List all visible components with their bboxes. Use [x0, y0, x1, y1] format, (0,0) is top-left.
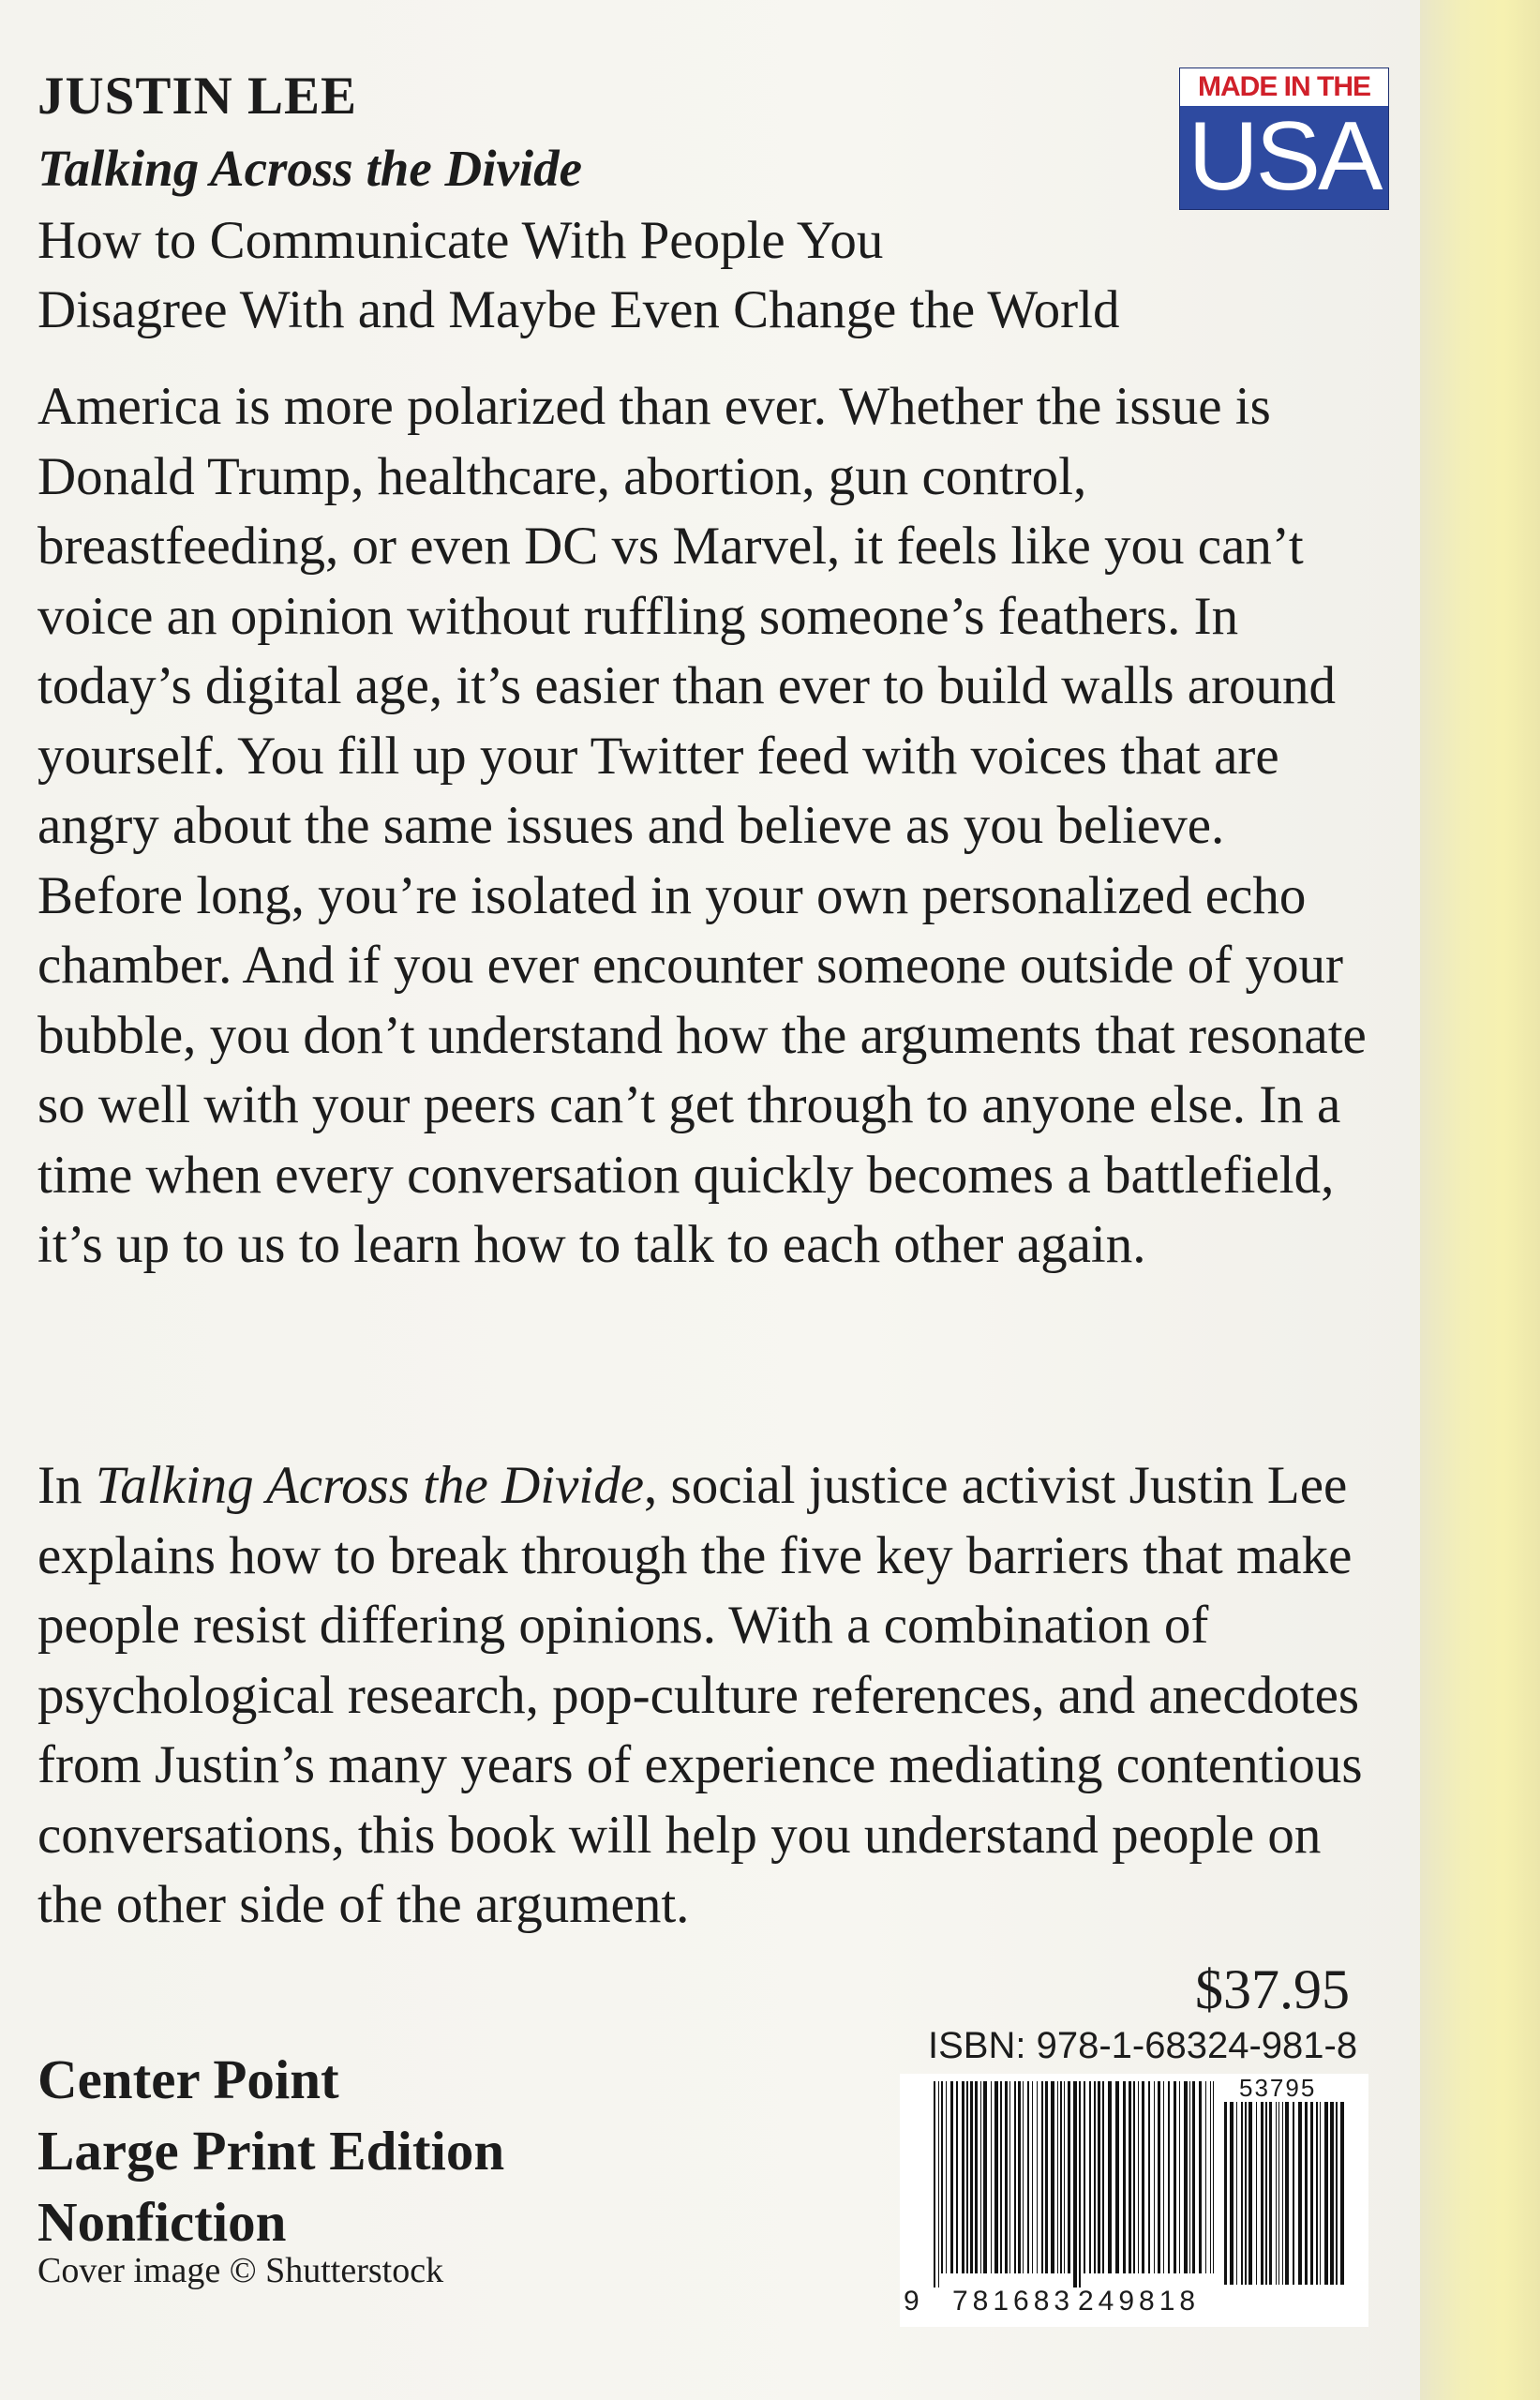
description-paragraph-1: America is more polarized than ever. Whether the issue is Donald Trump, healthcare, abortion, gun control, breastfeeding, or even DC vs Marvel, it feels like you can’t voice an opinion without ruffling someone’s feathers. In today’s digital age, it’s easier than ever to build walls around yourself. You fill up your Twitter feed with voices that are angry about the same issues and believe as you believe. Before long, you’re isolated in your own personalized echo chamber. And if you ever encounter someone outside of your bubble, you don’t understand how the arguments that resonate so well with your peers can’t get through to anyone else. In a time when every conversation quickly becomes a battlefield, it’s up to us to learn how to talk to each other again.	[37, 377, 1367, 1274]
barcode-bar	[1051, 2081, 1054, 2273]
barcode-bar	[1305, 2102, 1308, 2285]
paragraph-2-prefix: In	[37, 1456, 96, 1515]
barcode-bar	[1174, 2081, 1176, 2273]
barcode-bar	[1089, 2081, 1091, 2273]
barcode-bar	[1102, 2081, 1104, 2273]
barcode-bar	[1045, 2081, 1048, 2273]
book-subtitle	[37, 206, 1350, 345]
barcode-bar	[1108, 2081, 1112, 2273]
barcode-bar	[934, 2081, 935, 2288]
barcode-bar	[1098, 2081, 1100, 2273]
barcode-bar	[1133, 2081, 1135, 2273]
barcode-bar	[938, 2081, 939, 2288]
barcode-bar	[1298, 2102, 1302, 2285]
barcode-bar	[1199, 2081, 1202, 2273]
publisher-block	[37, 2044, 504, 2258]
barcode-bar	[1320, 2102, 1321, 2285]
barcode-bar	[1261, 2102, 1263, 2285]
cover-image-credit: Cover image © Shutterstock	[37, 2251, 444, 2290]
barcode-bar	[1213, 2081, 1214, 2273]
barcode-bar	[950, 2081, 953, 2273]
barcode-bar	[1163, 2081, 1164, 2273]
barcode-bar	[962, 2081, 964, 2273]
barcode-bar	[1018, 2081, 1021, 2273]
barcode-bar	[1224, 2102, 1227, 2285]
barcode-left-digits: 781683	[952, 2286, 1075, 2317]
barcode-bar	[1060, 2081, 1062, 2273]
barcode-bar	[1241, 2102, 1243, 2285]
barcode-bar	[1123, 2081, 1126, 2273]
price: $37.95	[1195, 1958, 1350, 2020]
barcode-bar	[1068, 2081, 1070, 2273]
barcode-bar	[1057, 2081, 1058, 2273]
barcode-bar	[1265, 2102, 1267, 2285]
barcode-bar	[1276, 2102, 1277, 2285]
barcode-bar	[1316, 2102, 1318, 2285]
barcode-bar	[1041, 2081, 1043, 2273]
subtitle-line-2: Disagree With and Maybe Even Change the World	[37, 280, 1120, 339]
barcode-bar	[966, 2081, 968, 2273]
barcode-bar	[970, 2081, 973, 2273]
badge-usa-text: USA	[1188, 102, 1381, 210]
subtitle-line-1: How to Communicate With People You	[37, 211, 884, 270]
description-paragraph-2	[37, 1451, 1378, 1941]
barcode-bar	[1248, 2102, 1252, 2285]
barcode-bar	[1236, 2102, 1237, 2285]
barcode-bar	[1278, 2102, 1279, 2285]
barcode-bar	[1037, 2081, 1038, 2273]
barcode-bar	[1210, 2081, 1211, 2273]
edition-label: Large Print Edition	[37, 2120, 505, 2182]
ean13-barcode-bars	[934, 2081, 1215, 2288]
barcode-bar	[1282, 2102, 1283, 2285]
barcode-bar	[1148, 2081, 1150, 2273]
barcode-bar	[1009, 2081, 1010, 2273]
isbn-text: ISBN: 978-1-68324-981-8	[928, 2025, 1358, 2066]
barcode-bar	[946, 2081, 947, 2273]
barcode-bar	[975, 2081, 978, 2273]
barcode-bar	[1189, 2081, 1190, 2273]
barcode-first-digit: 9	[904, 2286, 920, 2317]
barcode-bar	[1005, 2081, 1008, 2273]
barcode-bar	[1014, 2081, 1016, 2273]
publisher-name: Center Point	[37, 2048, 339, 2110]
paragraph-2-text: , social justice activist Justin Lee explains how to break through the five key barriers that make people resist differing opinions. With a combination of psychological research, pop-culture references, and anecdotes from Justin’s many years of experience mediating contentious conversations, this book will help you understand people on the other side of the argument.	[37, 1456, 1363, 1934]
book-spine-edge	[1420, 0, 1540, 2400]
barcode-digits	[900, 2286, 1368, 2323]
barcode-bar	[1230, 2102, 1233, 2285]
barcode-bar	[1192, 2081, 1195, 2273]
paragraph-2-title: Talking Across the Divide	[95, 1456, 645, 1515]
barcode-bar	[991, 2081, 992, 2273]
barcode-bar	[1032, 2081, 1033, 2273]
barcode-bar	[1000, 2081, 1002, 2273]
barcode-bar	[1138, 2081, 1139, 2273]
book-title: Talking Across the Divide	[37, 140, 583, 197]
barcode-bar	[941, 2081, 943, 2273]
barcode-bar	[1269, 2102, 1272, 2285]
barcode-bar	[1064, 2081, 1065, 2273]
barcode-bar	[1179, 2081, 1180, 2273]
barcode-bar	[1245, 2102, 1247, 2285]
barcode-bar	[1154, 2081, 1155, 2273]
barcode-bar	[1310, 2102, 1313, 2285]
barcode	[900, 2074, 1368, 2327]
barcode-bar	[1330, 2102, 1334, 2285]
barcode-bar	[1293, 2102, 1294, 2285]
barcode-bar	[980, 2081, 981, 2273]
barcode-bar	[1027, 2081, 1029, 2273]
barcode-bar	[1073, 2081, 1077, 2288]
barcode-bar	[1324, 2102, 1328, 2285]
barcode-bar	[1115, 2081, 1119, 2273]
barcode-bar	[1205, 2081, 1206, 2273]
barcode-bar	[1142, 2081, 1144, 2273]
barcode-bar	[1340, 2102, 1344, 2285]
barcode-bar	[1285, 2102, 1289, 2285]
barcode-bar	[994, 2081, 998, 2273]
barcode-bar	[1094, 2081, 1096, 2273]
barcode-bar	[1336, 2102, 1338, 2285]
barcode-bar	[956, 2081, 958, 2273]
made-in-usa-badge	[1179, 68, 1389, 210]
barcode-bar	[1184, 2081, 1188, 2273]
barcode-bar	[1079, 2081, 1081, 2288]
barcode-bar	[1158, 2081, 1160, 2273]
barcode-bar	[1129, 2081, 1131, 2273]
ean5-addon-bars	[1224, 2102, 1346, 2285]
barcode-bar	[983, 2081, 987, 2273]
badge-top-text: MADE IN THE	[1180, 68, 1388, 106]
barcode-addon-digits: 53795	[1239, 2074, 1317, 2102]
barcode-bar	[1084, 2081, 1085, 2273]
barcode-bar	[1023, 2081, 1024, 2273]
barcode-bar	[1168, 2081, 1170, 2273]
barcode-bar	[1256, 2102, 1257, 2285]
barcode-right-digits: 249818	[1078, 2286, 1201, 2317]
author-name: JUSTIN LEE	[37, 67, 358, 126]
genre-label: Nonfiction	[37, 2191, 287, 2253]
